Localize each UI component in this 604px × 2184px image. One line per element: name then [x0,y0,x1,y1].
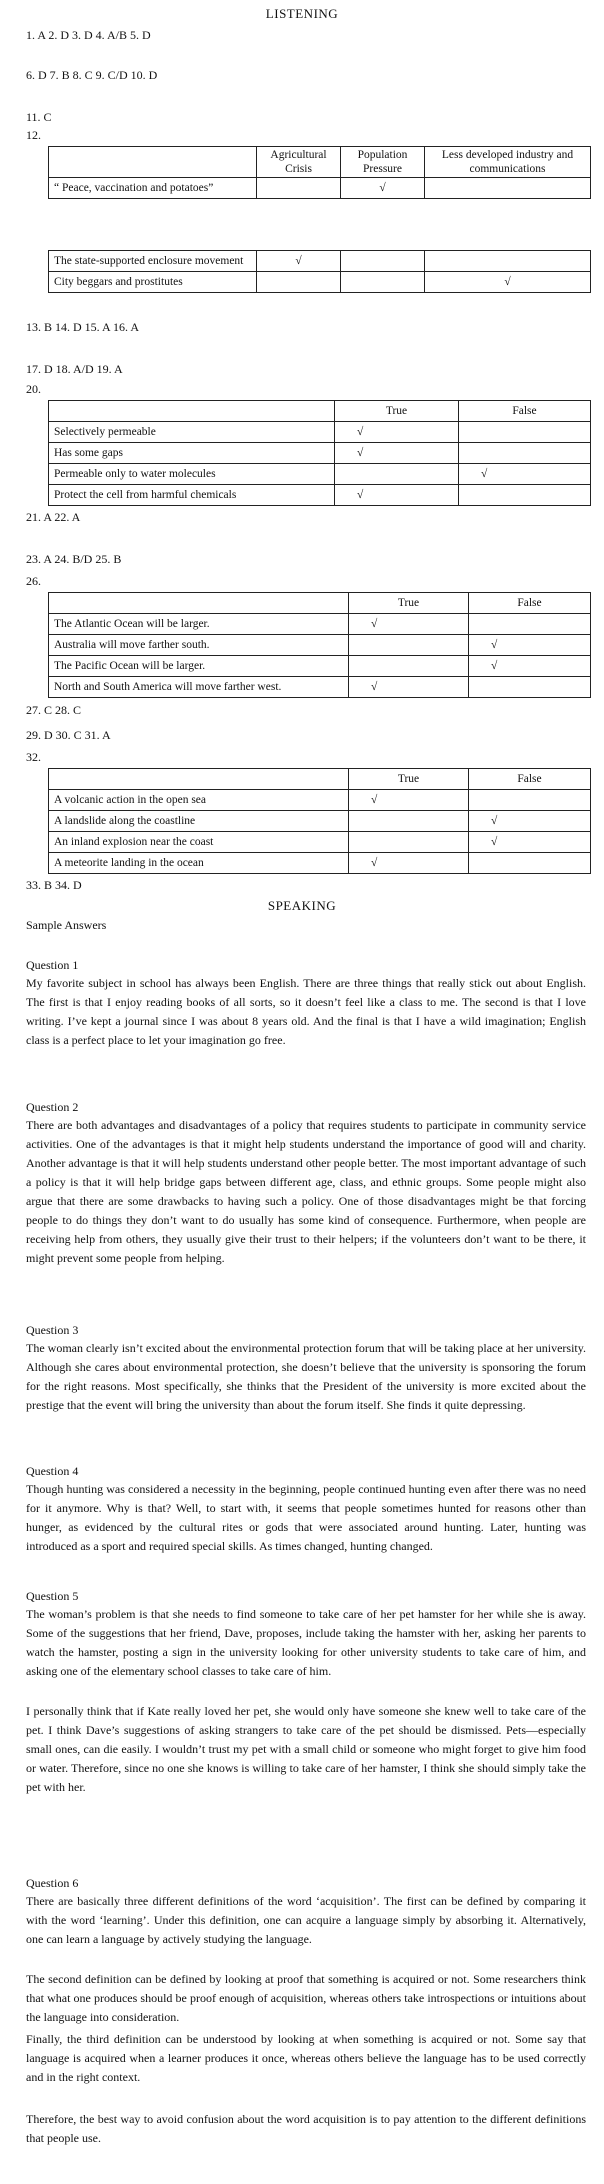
answer-32-label: 32. [26,750,41,764]
answers-21-22: 21. A 22. A [26,510,81,524]
table-cell-empty [49,147,257,178]
sample-answers-label: Sample Answers [26,918,107,932]
table-cell: √ [335,422,459,443]
question-1-answer: My favorite subject in school has always been English. There are three things that really stick out about English. The first is that I enjoy reading books of all sorts, so it doesn’t feel like a class to me. The second is that I love writing. I’ve kept a journal since I was about 8 years old. And the final is that I have a wild imagination; English class is a perfect place to let your imagination go free. [26,976,586,1047]
table-cell: √ [469,832,591,853]
table-cell [341,272,425,293]
table-cell [425,251,591,272]
table-row [49,614,591,635]
question-6-answer: There are basically three different definitions of the word ‘acquisition’. The first can be defined by comparing it with the word ‘learning’. Under this definition, one can acquire a language simply by absorbing it. Alternatively, one can learn a language by actively studying the language. [26,1894,586,1946]
table-cell [469,790,591,811]
table-cell [459,443,591,464]
table-cell [335,464,459,485]
table-row [49,677,591,698]
answers-23-25: 23. A 24. B/D 25. B [26,552,122,566]
table-cell: √ [335,443,459,464]
table-row [49,635,591,656]
table-cell [341,251,425,272]
speaking-title: SPEAKING [267,898,337,913]
table-row [49,251,591,272]
table-row-label: Has some gaps [49,443,335,464]
table-row-label: “ Peace, vaccination and potatoes” [49,178,257,199]
table-cell [425,178,591,199]
table-header-row [49,769,591,790]
table-header-true: True [335,401,459,422]
table-row-label: A volcanic action in the open sea [49,790,349,811]
table-cell: √ [349,790,469,811]
answers-6-10: 6. D 7. B 8. C 9. C/D 10. D [26,68,158,82]
question-4-answer: Though hunting was considered a necessity in the beginning, people continued hunting even after there was no need for it anymore. Why is that? Well, to start with, it seems that people sometimes hunted for reasons other than hunger, as evidenced by the cultural rites or gods that were associated around hunting. Later, hunting was introduced as a sport and required special skills. As times changed, hunting changed. [26,1482,586,1553]
table-row-label: North and South America will move farther west. [49,677,349,698]
table-20 [48,400,591,506]
table-row-label: Permeable only to water molecules [49,464,335,485]
question-2-heading: Question 2 [26,1100,79,1114]
table-cell [459,485,591,506]
question-5-answer: The woman’s problem is that she needs to find someone to take care of her pet hamster for her while she is away. Some of the suggestions that her friend, Dave, proposes, include taking the hamster with her, asking her parents to watch the hamster, posting a sign in the university looking for other university students to take care of him, and asking one of the elementary school classes to take care of him. [26,1607,586,1678]
table-row [49,790,591,811]
question-6-answer-part-3: Finally, the third definition can be understood by looking at when something is acquired or not. Some say that language is acquired when a learner produces it once, whereas others believe the language has to be used correctly and in the right context. [26,2032,586,2084]
table-header-false: False [459,401,591,422]
table-row [49,178,591,199]
table-cell-empty [49,401,335,422]
table-header-false: False [469,769,591,790]
table-cell [469,614,591,635]
table-row-label: Australia will move farther south. [49,635,349,656]
question-5-answer-part-2: I personally think that if Kate really loved her pet, she would only have someone she knew well to take care of the pet. I think Dave’s suggestions of asking strangers to take care of the pet should be dismissed. Pets—especially small ones, can die easily. I wouldn’t trust my pet with a small child or someone who might forget to give him food or water. Therefore, since no one she knows is willing to take care of her hamster, I think she should simply take the pet with her. [26,1704,586,1794]
table-cell [349,656,469,677]
table-12a [48,146,591,199]
question-2-answer: There are both advantages and disadvantages of a policy that requires students to participate in community service activities. One of the advantages is that it might help students understand the importance of good will and charity. Another advantage is that it will help students understand other people better. The most important advantage of such a policy is that it will help bridge gaps between different age, class, and ethnic groups. Some people might also argue that there are some drawbacks to having such a policy. One of those disadvantages might be that forcing people to do things they don’t want to do usually has some kind of consequence. Furthermore, when people are receiving help from others, they usually give their trust to their helpers; if the volunteers don’t want to be there, it might prevent some people from helping. [26,1118,586,1265]
table-row [49,832,591,853]
table-header-less-developed-industry: Less developed industry and communications [425,147,591,178]
answer-12-label: 12. [26,128,41,142]
table-row [49,811,591,832]
table-row-label: A meteorite landing in the ocean [49,853,349,874]
question-3-heading: Question 3 [26,1323,79,1337]
table-cell [257,178,341,199]
answers-27-28: 27. C 28. C [26,703,82,717]
table-12-header-row [49,147,591,178]
table-row [49,853,591,874]
table-cell [469,677,591,698]
table-row-label: The state-supported enclosure movement [49,251,257,272]
table-row-label: Selectively permeable [49,422,335,443]
answer-26-label: 26. [26,574,41,588]
answer-20-label: 20. [26,382,41,396]
table-header-true: True [349,769,469,790]
table-row [49,464,591,485]
table-row [49,422,591,443]
answers-17-19: 17. D 18. A/D 19. A [26,362,123,376]
table-cell: √ [469,811,591,832]
table-row-label: Protect the cell from harmful chemicals [49,485,335,506]
table-cell: √ [349,614,469,635]
table-cell-empty [49,769,349,790]
question-3-answer: The woman clearly isn’t excited about the environmental protection forum that will be taking place at her university. Although she cares about environmental protection, she doesn’t believe that the university is sponsoring the forum for the right reasons. Most specifically, she thinks that the President of the university is more excited about the prestige that the event will bring the university than about the forum itself. She finds it quite depressing. [26,1341,586,1412]
answers-1-5: 1. A 2. D 3. D 4. A/B 5. D [26,28,151,42]
table-row-label: An inland explosion near the coast [49,832,349,853]
answer-11: 11. C [26,110,52,124]
table-cell: √ [469,656,591,677]
question-4-heading: Question 4 [26,1464,79,1478]
question-6-answer-part-2: The second definition can be defined by looking at proof that something is acquired or not. Some researchers think that what one produces should be proof enough of acquisition, whereas others take introspections or intuitions about the language into consideration. [26,1972,586,2024]
question-5-heading: Question 5 [26,1589,79,1603]
table-row-label: City beggars and prostitutes [49,272,257,293]
table-header-row [49,593,591,614]
table-cell-empty [49,593,349,614]
table-cell: √ [459,464,591,485]
table-cell [257,272,341,293]
listening-title: LISTENING [265,6,339,21]
table-32 [48,768,591,874]
table-cell: √ [257,251,341,272]
table-cell [349,832,469,853]
answers-33-34: 33. B 34. D [26,878,82,892]
table-cell: √ [469,635,591,656]
table-cell [349,811,469,832]
table-cell [469,853,591,874]
table-row [49,443,591,464]
question-6-heading: Question 6 [26,1876,79,1890]
table-row-label: A landslide along the coastline [49,811,349,832]
table-header-population-pressure: Population Pressure [341,147,425,178]
table-cell: √ [425,272,591,293]
table-header-row [49,401,591,422]
table-cell: √ [341,178,425,199]
table-cell: √ [349,677,469,698]
table-cell [459,422,591,443]
table-cell: √ [335,485,459,506]
answers-29-31: 29. D 30. C 31. A [26,728,111,742]
table-26 [48,592,591,698]
table-header-agricultural-crisis: Agricultural Crisis [257,147,341,178]
table-cell: √ [349,853,469,874]
table-row [49,485,591,506]
table-header-false: False [469,593,591,614]
question-1-heading: Question 1 [26,958,79,972]
question-6-answer-part-4: Therefore, the best way to avoid confusion about the word acquisition is to pay attention to the different definitions that people use. [26,2112,586,2145]
table-cell [349,635,469,656]
answers-13-16: 13. B 14. D 15. A 16. A [26,320,140,334]
table-row [49,272,591,293]
table-header-true: True [349,593,469,614]
table-12b [48,250,591,293]
table-row [49,656,591,677]
table-row-label: The Atlantic Ocean will be larger. [49,614,349,635]
table-row-label: The Pacific Ocean will be larger. [49,656,349,677]
